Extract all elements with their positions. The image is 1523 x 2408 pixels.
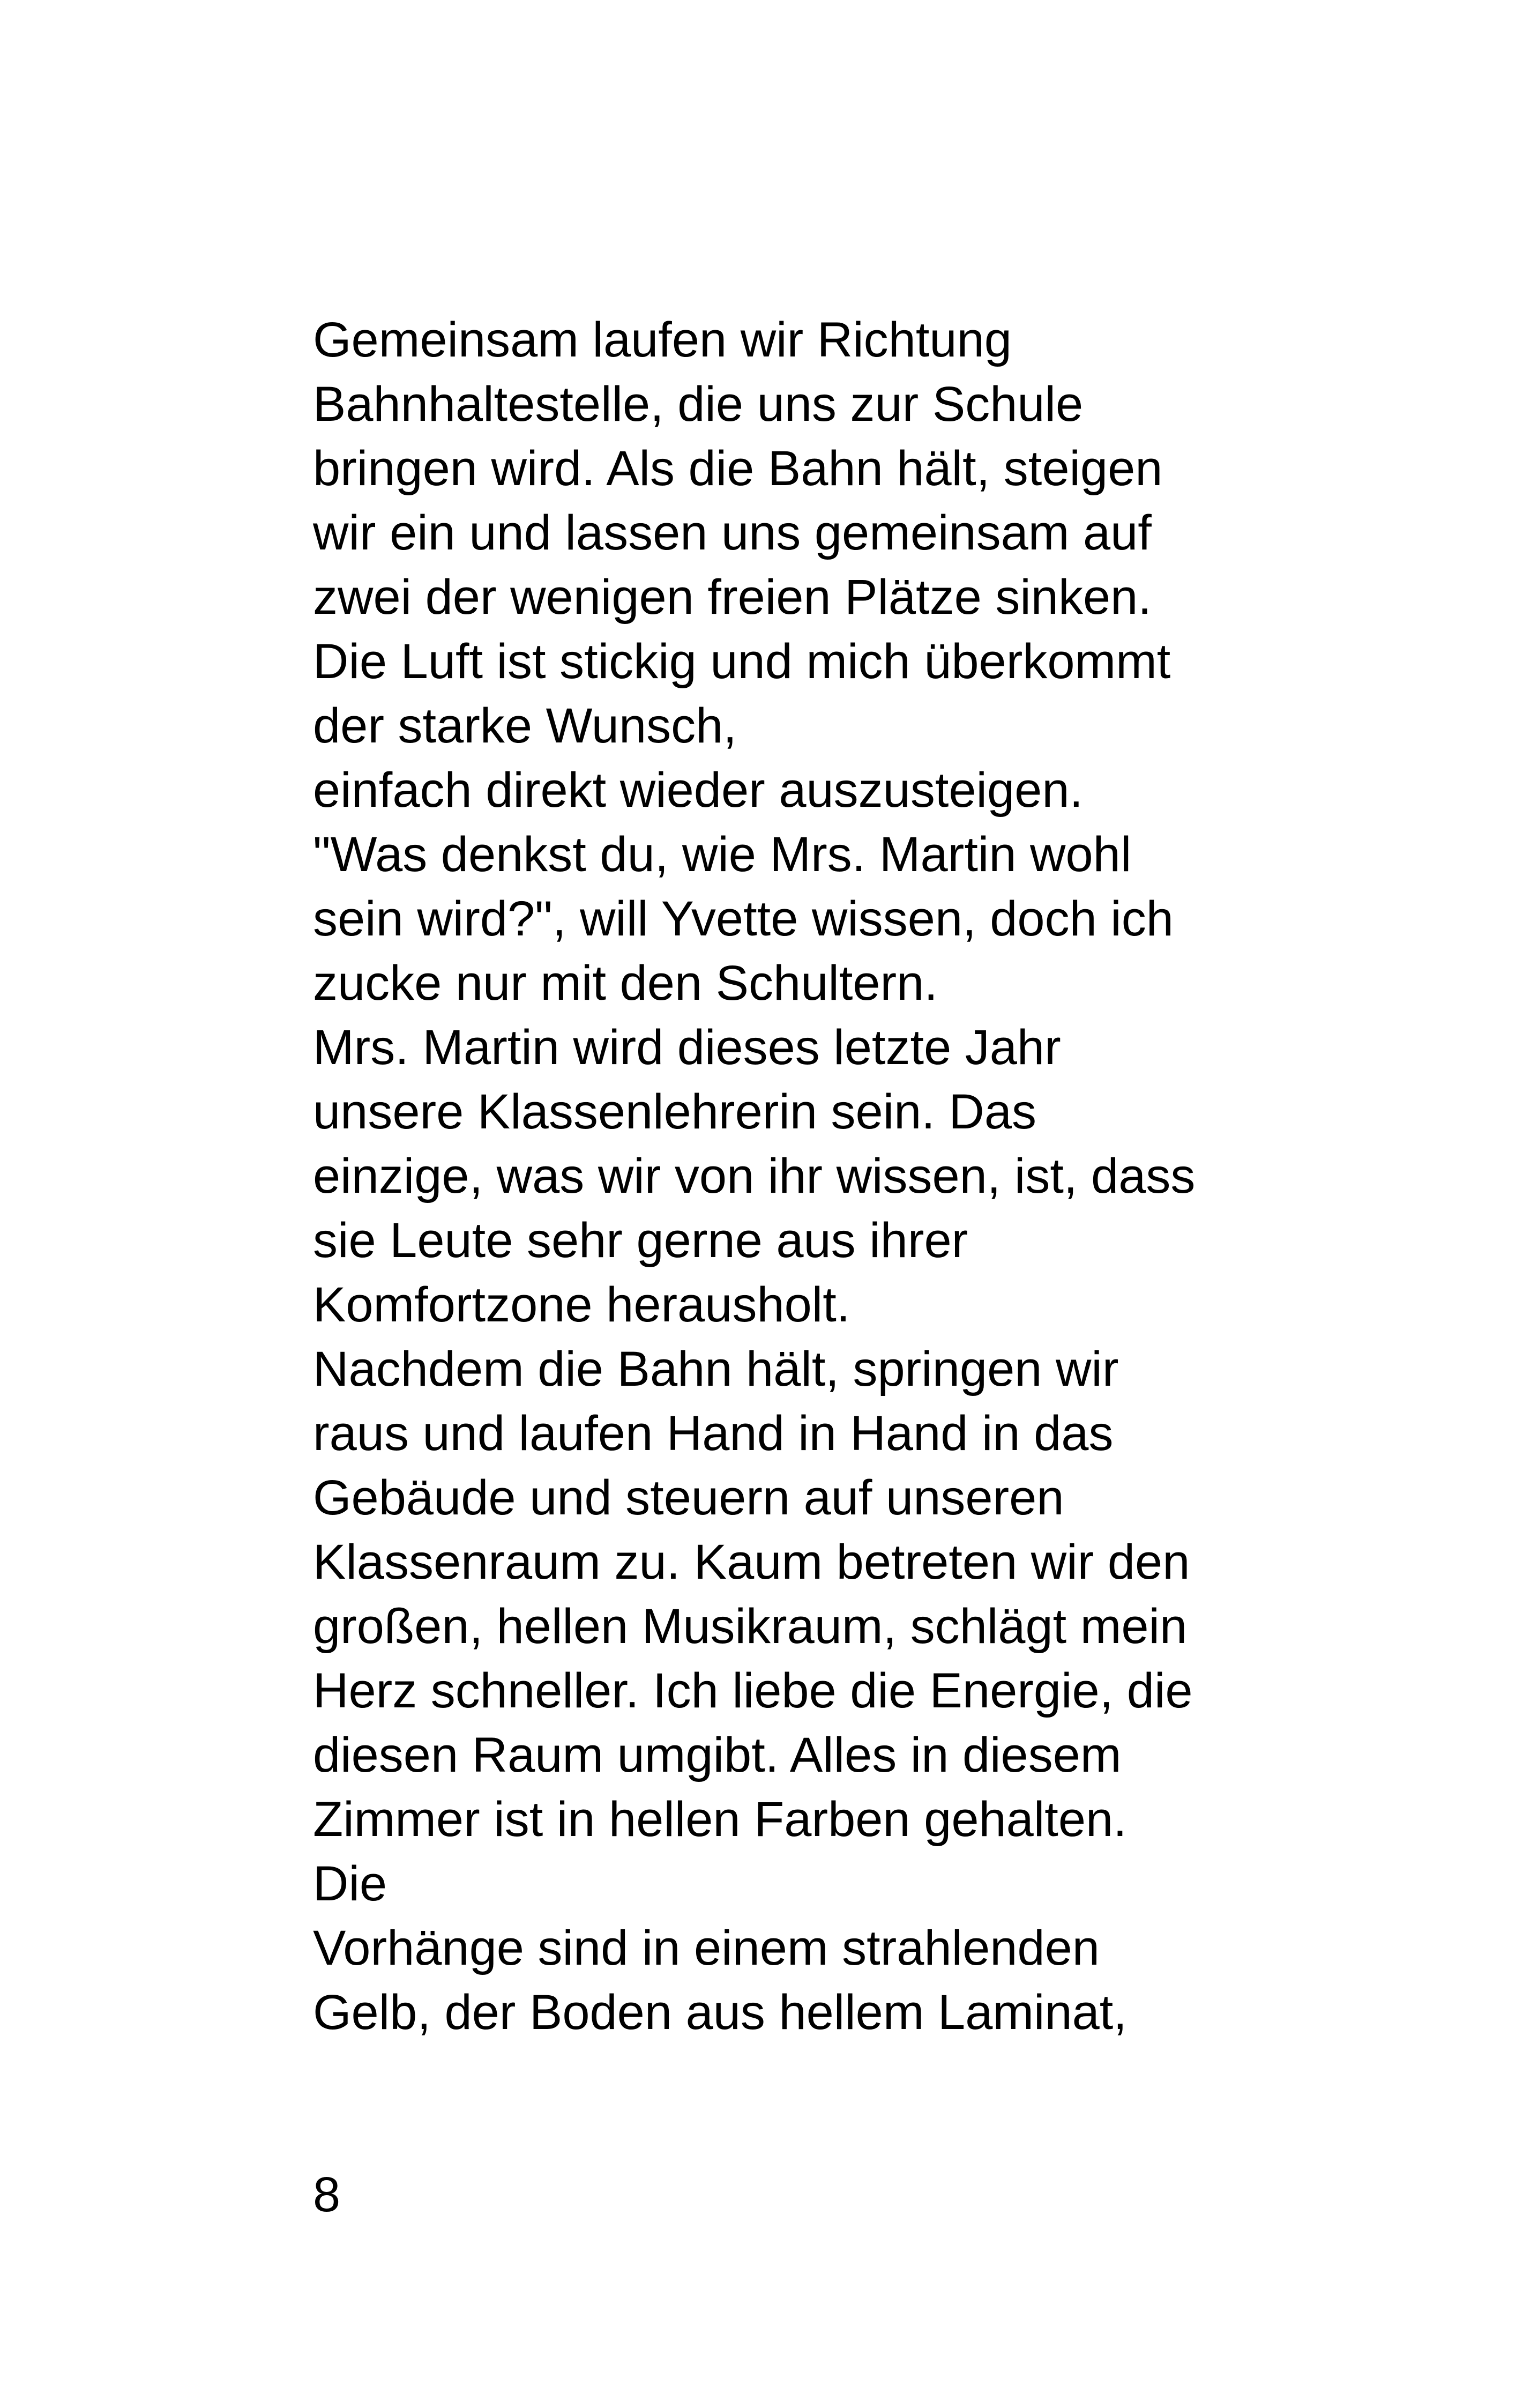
body-text [313,308,1385,2045]
text-line: sein wird?", will Yvette wissen, doch ich [313,891,1174,946]
text-line: Herz schneller. Ich liebe die Energie, die [313,1663,1193,1718]
text-line: Gebäude und steuern auf unseren [313,1470,1064,1525]
text-line: großen, hellen Musikraum, schlägt mein [313,1599,1188,1654]
text-line: Nachdem die Bahn hält, springen wir [313,1342,1119,1396]
text-line: Gelb, der Boden aus hellem Laminat, [313,1985,1127,2040]
text-line: Vorhänge sind in einem strahlenden [313,1921,1100,1975]
text-line: Klassenraum zu. Kaum betreten wir den [313,1535,1190,1589]
text-line: Zimmer ist in hellen Farben gehalten. [313,1792,1127,1847]
text-line: einzige, was wir von ihr wissen, ist, dass [313,1149,1196,1203]
text-line: Die [313,1856,387,1911]
text-line: raus und laufen Hand in Hand in das [313,1406,1114,1461]
text-line: der starke Wunsch, [313,698,737,753]
text-line: zucke nur mit den Schultern. [313,956,938,1010]
text-line: unsere Klassenlehrerin sein. Das [313,1084,1037,1139]
text-line: zwei der wenigen freien Plätze sinken. [313,570,1152,625]
text-line: Mrs. Martin wird dieses letzte Jahr [313,1020,1061,1075]
page-number: 8 [313,2167,341,2222]
text-line: einfach direkt wieder auszusteigen. [313,763,1084,817]
text-line: bringen wird. Als die Bahn hält, steigen [313,441,1163,496]
text-line: diesen Raum umgibt. Alles in diesem [313,1728,1122,1782]
text-line: Bahnhaltestelle, die uns zur Schule [313,377,1084,432]
text-line: Die Luft ist stickig und mich überkommt [313,634,1171,689]
text-line: "Was denkst du, wie Mrs. Martin wohl [313,827,1132,882]
text-line: sie Leute sehr gerne aus ihrer [313,1213,968,1268]
text-line: Komfortzone herausholt. [313,1277,850,1332]
text-line: wir ein und lassen uns gemeinsam auf [313,506,1152,560]
text-line: Gemeinsam laufen wir Richtung [313,313,1012,367]
